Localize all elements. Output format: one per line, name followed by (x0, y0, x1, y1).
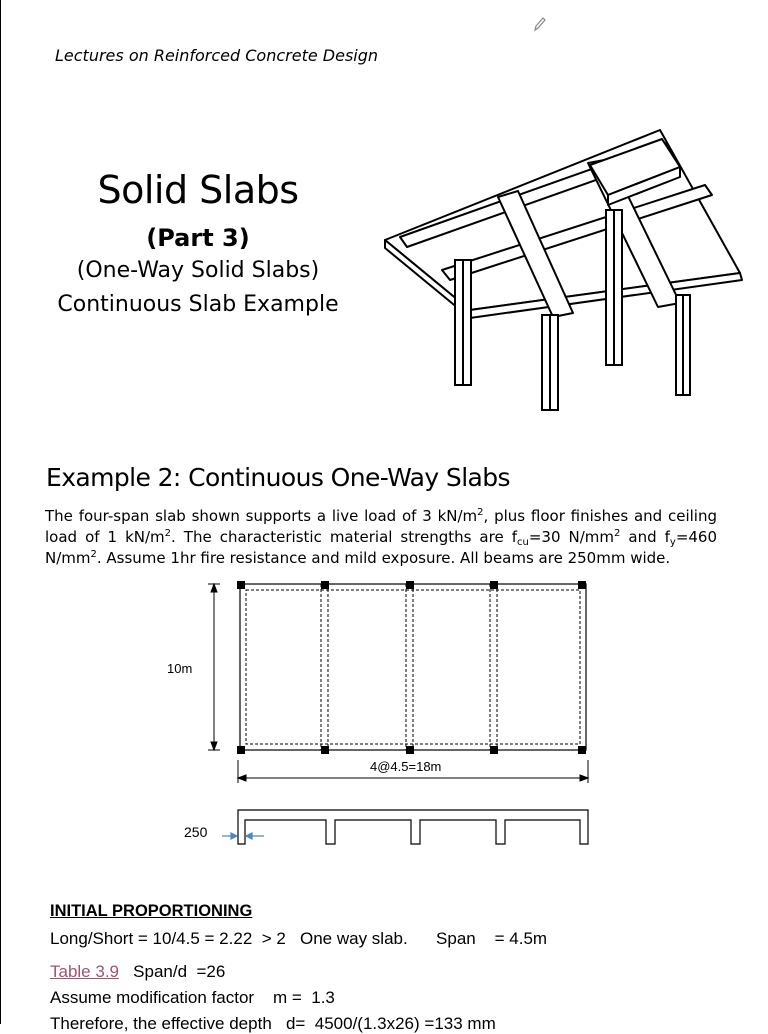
column-marker (578, 746, 586, 754)
column-marker (237, 746, 245, 754)
height-dimension-label: 10m (167, 661, 193, 676)
slab-structure-illustration (380, 125, 750, 425)
slide-title: Solid Slabs (97, 168, 299, 212)
column-marker (406, 746, 414, 754)
slide-part: (Part 3) (146, 224, 250, 252)
slide-border-left (0, 0, 1, 432)
title-block (20, 165, 376, 321)
column-marker (321, 581, 329, 589)
slab-plan-diagram (160, 575, 600, 785)
column-marker (578, 581, 586, 589)
title-slide (0, 0, 768, 432)
column-marker (406, 581, 414, 589)
ratio-line: Long/Short = 10/4.5 = 2.22 > 2 One way slab. Span = 4.5m (50, 929, 548, 948)
column-marker (490, 746, 498, 754)
width-dimension-label: 4@4.5=18m (370, 759, 442, 774)
slide-subtitle-2: Continuous Slab Example (57, 292, 339, 317)
column-marker (321, 746, 329, 754)
column-marker (237, 581, 245, 589)
slide-subtitle-1: (One-Way Solid Slabs) (76, 258, 320, 283)
column-marker (490, 581, 498, 589)
beam-width-label: 250 (184, 824, 208, 840)
lecture-header: Lectures on Reinforced Concrete Design (55, 46, 379, 65)
effective-depth-line: Therefore, the effective depth d= 4500/(1.3x26) =133 mm (50, 1014, 496, 1033)
pencil-icon (533, 16, 547, 32)
slide-border-left (0, 432, 1, 864)
modification-factor-line: Assume modification factor m = 1.3 (50, 988, 335, 1007)
section-heading: INITIAL PROPORTIONING (50, 902, 253, 920)
span-depth-line: Table 3.9 Span/d =26 (50, 962, 226, 981)
slab-section-diagram (180, 800, 600, 855)
slide-border-left (0, 864, 1, 1024)
problem-statement: The four-span slab shown supports a live load of 3 $kN/m^2$, plus floor finishes and ceiling load of 1 $kN/m^2$. The characteristic material strengths are $f_{cu}=30$ $N/mm^2$ and $f_y=460$ $N/mm^2$. Assume 1hr fire resistance and mild exposure. All beams are 250mm wide. (45, 507, 718, 567)
table-reference-link[interactable]: Table 3.9 (50, 962, 119, 981)
example-title: Example 2: Continuous One-Way Slabs (46, 463, 510, 492)
